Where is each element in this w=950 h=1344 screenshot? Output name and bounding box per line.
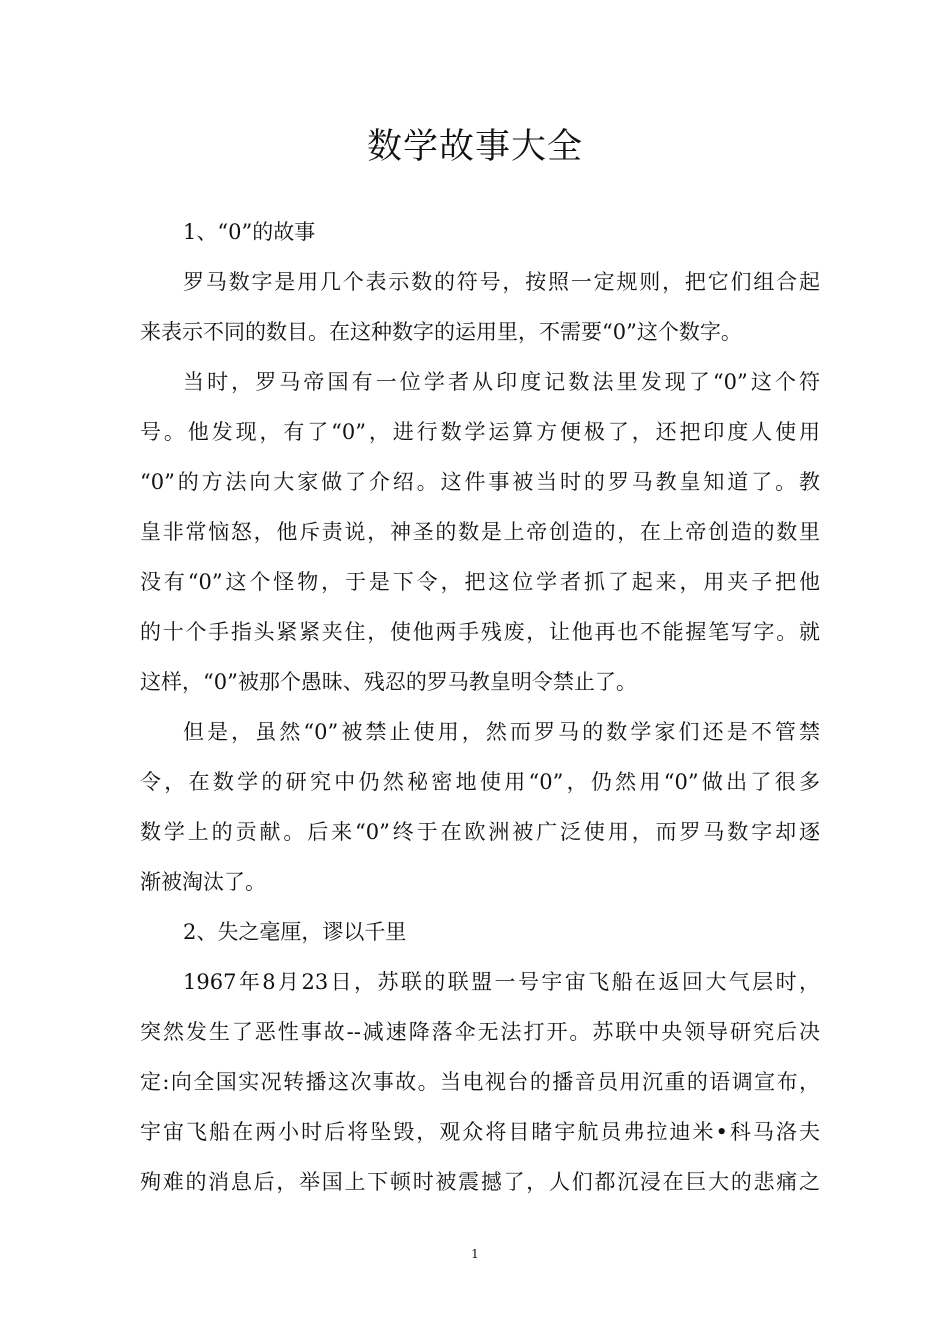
paragraph-line: 1967年8月23日，苏联的联盟一号宇宙飞船在返回大气层时， <box>183 970 820 994</box>
page-number: 1 <box>471 1247 479 1261</box>
paragraph-line: 宇宙飞船在两小时后将坠毁，观众将目睹宇航员弗拉迪米•科马洛夫 <box>140 1120 820 1144</box>
paragraph-line: 罗马数字是用几个表示数的符号，按照一定规则，把它们组合起 <box>183 270 820 294</box>
paragraph-line: 渐被淘汰了。 <box>140 870 266 894</box>
paragraph-line: 突然发生了恶性事故--减速降落伞无法打开。苏联中央领导研究后决 <box>140 1020 820 1044</box>
paragraph-line: 皇非常恼怒，他斥责说，神圣的数是上帝创造的，在上帝创造的数里 <box>140 520 820 544</box>
paragraph-line: 但是，虽然“0”被禁止使用，然而罗马的数学家们还是不管禁 <box>183 720 820 744</box>
paragraph-line: 殉难的消息后，举国上下顿时被震撼了，人们都沉浸在巨大的悲痛之 <box>140 1170 820 1194</box>
paragraph-line: 当时，罗马帝国有一位学者从印度记数法里发现了“0”这个符 <box>183 370 820 394</box>
paragraph-line: 的十个手指头紧紧夹住，使他两手残废，让他再也不能握笔写字。就 <box>140 620 820 644</box>
paragraph-line: 号。他发现，有了“0”，进行数学运算方便极了，还把印度人使用 <box>140 420 820 444</box>
section-heading: 1、“0”的故事 <box>183 220 316 244</box>
paragraph-line: 定:向全国实况转播这次事故。当电视台的播音员用沉重的语调宣布， <box>140 1070 820 1094</box>
paragraph-line: “0”的方法向大家做了介绍。这件事被当时的罗马教皇知道了。教 <box>140 470 820 494</box>
paragraph-line: 来表示不同的数目。在这种数字的运用里，不需要“0”这个数字。 <box>140 320 742 344</box>
document-title: 数学故事大全 <box>366 127 583 167</box>
paragraph-line: 数学上的贡献。后来“0”终于在欧洲被广泛使用，而罗马数字却逐 <box>140 820 820 844</box>
paragraph-line: 没有“0”这个怪物，于是下令，把这位学者抓了起来，用夹子把他 <box>140 570 820 594</box>
paragraph-line: 令，在数学的研究中仍然秘密地使用“0”，仍然用“0”做出了很多 <box>140 770 820 794</box>
section-heading: 2、失之毫厘，谬以千里 <box>183 920 407 944</box>
paragraph-line: 这样，“0”被那个愚昧、残忍的罗马教皇明令禁止了。 <box>140 670 637 694</box>
